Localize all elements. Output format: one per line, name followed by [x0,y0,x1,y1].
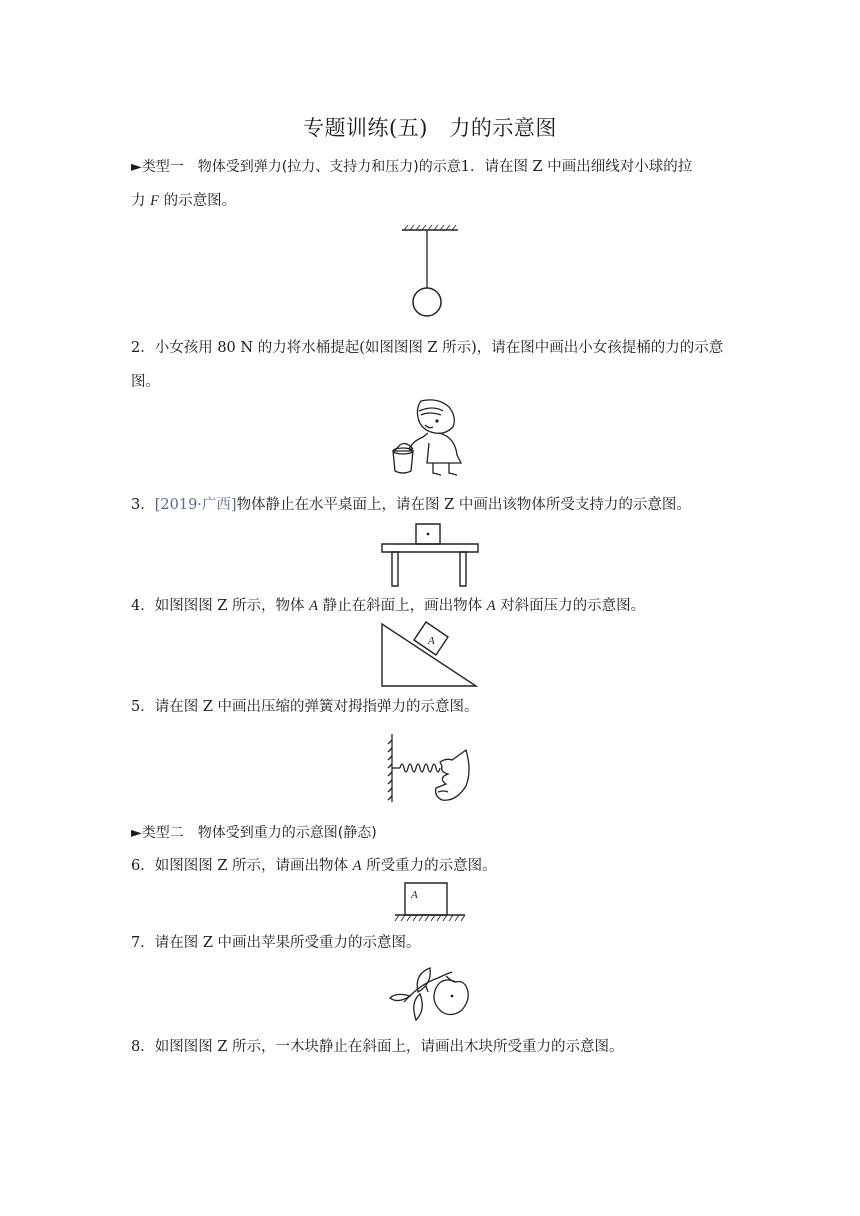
question-2-line1: 2．小女孩用 80 N 的力将水桶提起(如图图图 Z 所示)，请在图中画出小女孩提桶的力的示意 [131,340,724,356]
source-tag: [2019·广西] [154,497,237,513]
spring-thumb-figure [386,730,472,806]
variable-a: A [486,598,496,614]
question-text: ．请在图 Z 中画出细线对小球的拉 [469,159,693,175]
question-3-line [131,495,731,515]
question-text: 物体静止在水平桌面上，请在图 Z 中画出该物体所受支持力的示意图。 [236,497,691,513]
question-text: 所受重力的示意图。 [361,858,497,874]
question-text: 的示意图。 [158,193,237,209]
question-text: 6．如图图图 Z 所示，请画出物体 [131,858,353,874]
section1-line [131,157,731,177]
apple-branch-figure [386,962,476,1024]
question-text: 静止在斜面上，画出物体 [318,598,487,614]
section-marker: ► [131,159,142,175]
question-text: 对斜面压力的示意图。 [495,598,646,614]
variable-f: F [150,193,159,209]
block-label: A [411,889,418,901]
block-on-ground-figure [393,881,467,923]
variable-a: A [352,858,362,874]
block-label: A [428,635,435,647]
incline-block-figure [378,620,480,690]
question-text: 力 [131,193,151,209]
pendulum-figure [396,224,466,324]
section-heading: 类型二 物体受到重力的示意图(静态) [141,825,377,841]
page-title: 专题训练(五) 力的示意图 [303,116,557,140]
question-8-line: 8．如图图图 Z 所示，一木块静止在斜面上，请画出木块所受重力的示意图。 [131,1039,624,1055]
question-5-line: 5．请在图 Z 中画出压缩的弹簧对拇指弹力的示意图。 [131,699,479,715]
question-number: 1 [460,159,470,175]
question-4-line [131,596,731,616]
question-text: 4．如图图图 Z 所示，物体 [131,598,310,614]
girl-lifting-bucket-figure [383,397,473,479]
section-heading: 类型一 物体受到弹力(拉力、支持力和压力)的示意 [141,159,461,175]
question-number: 3． [131,497,155,513]
question-1-line2 [131,191,731,211]
section2-line [131,823,731,843]
question-7-line: 7．请在图 Z 中画出苹果所受重力的示意图。 [131,935,421,951]
block-on-table-figure [378,522,482,588]
question-2-line2: 图。 [131,374,160,390]
variable-a: A [309,598,318,614]
question-6-line [131,856,731,876]
section-marker: ► [131,825,142,841]
